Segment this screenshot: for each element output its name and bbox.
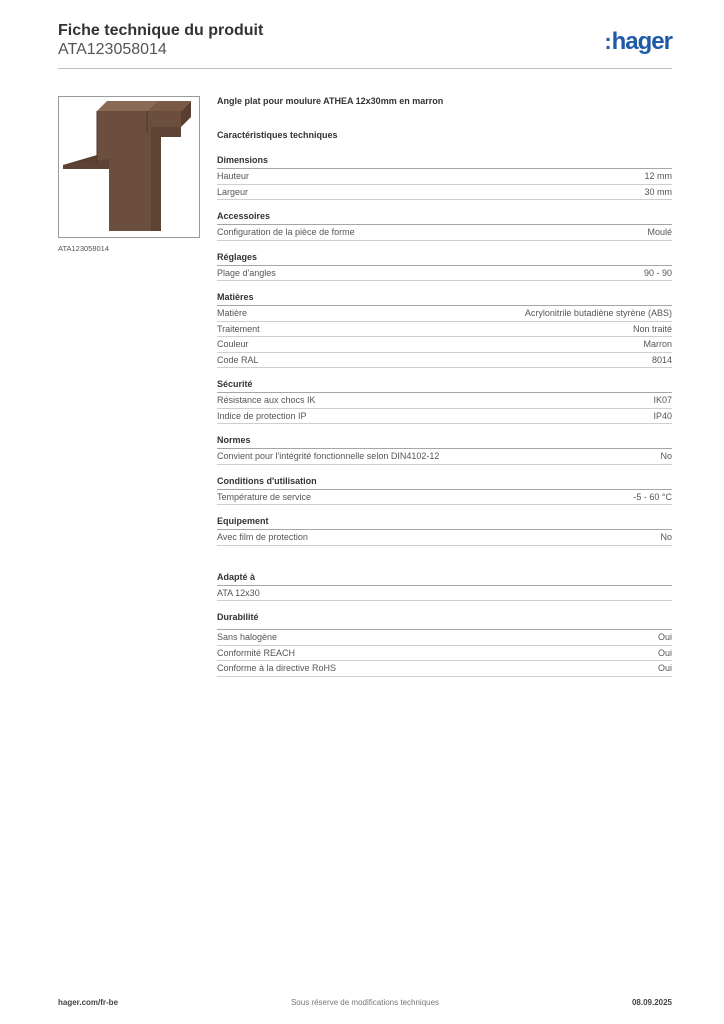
section-accessoires (217, 211, 672, 241)
spec-value: Oui (657, 632, 672, 642)
spec-row (217, 393, 672, 409)
spec-value: IK07 (653, 395, 672, 405)
page-header (58, 22, 672, 68)
spec-label: Convient pour l'intégrité fonctionnelle selon DIN4102-12 (217, 451, 440, 461)
section-conditions-utilisation (217, 476, 672, 506)
spec-row (217, 185, 672, 201)
spec-row (217, 646, 672, 662)
technical-characteristics-heading: Caractéristiques techniques (217, 130, 338, 140)
spec-row (217, 661, 672, 677)
spec-row (217, 586, 672, 602)
section-title: Normes (217, 435, 672, 449)
section-dimensions (217, 155, 672, 200)
spec-label: Indice de protection IP (217, 410, 307, 421)
specifications-panel (217, 96, 672, 677)
spec-value: No (660, 451, 672, 461)
section-securite (217, 379, 672, 424)
section-durabilite (217, 612, 672, 677)
section-title: Matières (217, 292, 672, 306)
spec-value: 30 mm (644, 186, 672, 197)
spec-value: Marron (643, 339, 672, 349)
product-image (58, 96, 200, 238)
image-caption: ATA123058014 (58, 244, 110, 253)
spec-row (217, 353, 672, 369)
spec-row (217, 490, 672, 506)
section-equipement (217, 516, 672, 546)
section-title: Dimensions (217, 155, 672, 169)
spec-label: Code RAL (217, 354, 259, 365)
spec-label: Conforme à la directive RoHS (217, 663, 337, 673)
spec-row (217, 449, 672, 465)
spec-value: Acrylonitrile butadiène styrène (ABS) (524, 308, 672, 318)
spec-label: Température de service (217, 491, 312, 502)
spec-label: Traitement (217, 323, 260, 334)
spec-row (217, 409, 672, 425)
spec-row (217, 266, 672, 282)
spec-row (217, 530, 672, 546)
spec-label: Conformité REACH (217, 647, 296, 658)
spec-value: -5 - 60 °C (633, 491, 672, 502)
spec-value: Moulé (647, 227, 672, 237)
spec-value: IP40 (653, 410, 672, 421)
section-title: Accessoires (217, 211, 672, 225)
section-title: Durabilité (217, 612, 672, 630)
spec-row (217, 225, 672, 241)
header-divider (58, 68, 672, 69)
section-title: Réglages (217, 252, 672, 266)
spec-label: Matière (217, 308, 248, 318)
spec-label: Sans halogène (217, 632, 278, 642)
spec-row (217, 630, 672, 646)
document-title: Fiche technique du produit (58, 22, 264, 39)
spec-row (217, 337, 672, 353)
section-normes (217, 435, 672, 465)
footer-notice: Sous réserve de modifications techniques (290, 998, 440, 1007)
spec-value: 90 - 90 (643, 267, 672, 278)
spec-label: Largeur (217, 186, 249, 197)
logo-text: hager (611, 28, 672, 55)
section-title: Sécurité (217, 379, 672, 393)
spec-label: Configuration de la pièce de forme (217, 227, 355, 237)
section-reglages (217, 252, 672, 282)
spec-label: Plage d'angles (217, 267, 276, 278)
section-title: Conditions d'utilisation (217, 476, 672, 490)
spec-row (217, 306, 672, 322)
product-reference: ATA123058014 (58, 41, 167, 58)
section-title: Equipement (217, 516, 672, 530)
spec-label: Couleur (217, 339, 249, 349)
spec-label: Avec film de protection (217, 532, 308, 542)
spec-value: 8014 (651, 354, 672, 365)
hager-logo (604, 28, 672, 56)
product-description: Angle plat pour moulure ATHEA 12x30mm en marron (217, 96, 444, 106)
section-title: Adapté à (217, 572, 672, 586)
spec-value: Oui (657, 663, 672, 673)
spec-label: Hauteur (217, 171, 250, 181)
flat-angle-illustration-icon (59, 97, 199, 237)
spec-value: No (660, 532, 672, 542)
spec-label: Résistance aux chocs IK (217, 395, 316, 405)
spec-value: Oui (657, 647, 672, 658)
spec-row (217, 169, 672, 185)
section-matieres (217, 292, 672, 368)
spec-row (217, 322, 672, 338)
spec-value: Non traité (632, 323, 672, 334)
footer-date: 08.09.2025 (631, 998, 672, 1007)
section-adapte-a (217, 572, 672, 602)
footer-website-link[interactable]: hager.com/fr-be (58, 998, 119, 1007)
logo-mark-icon: : (604, 29, 611, 54)
spec-value: 12 mm (644, 171, 672, 181)
spec-label: ATA 12x30 (217, 587, 260, 598)
